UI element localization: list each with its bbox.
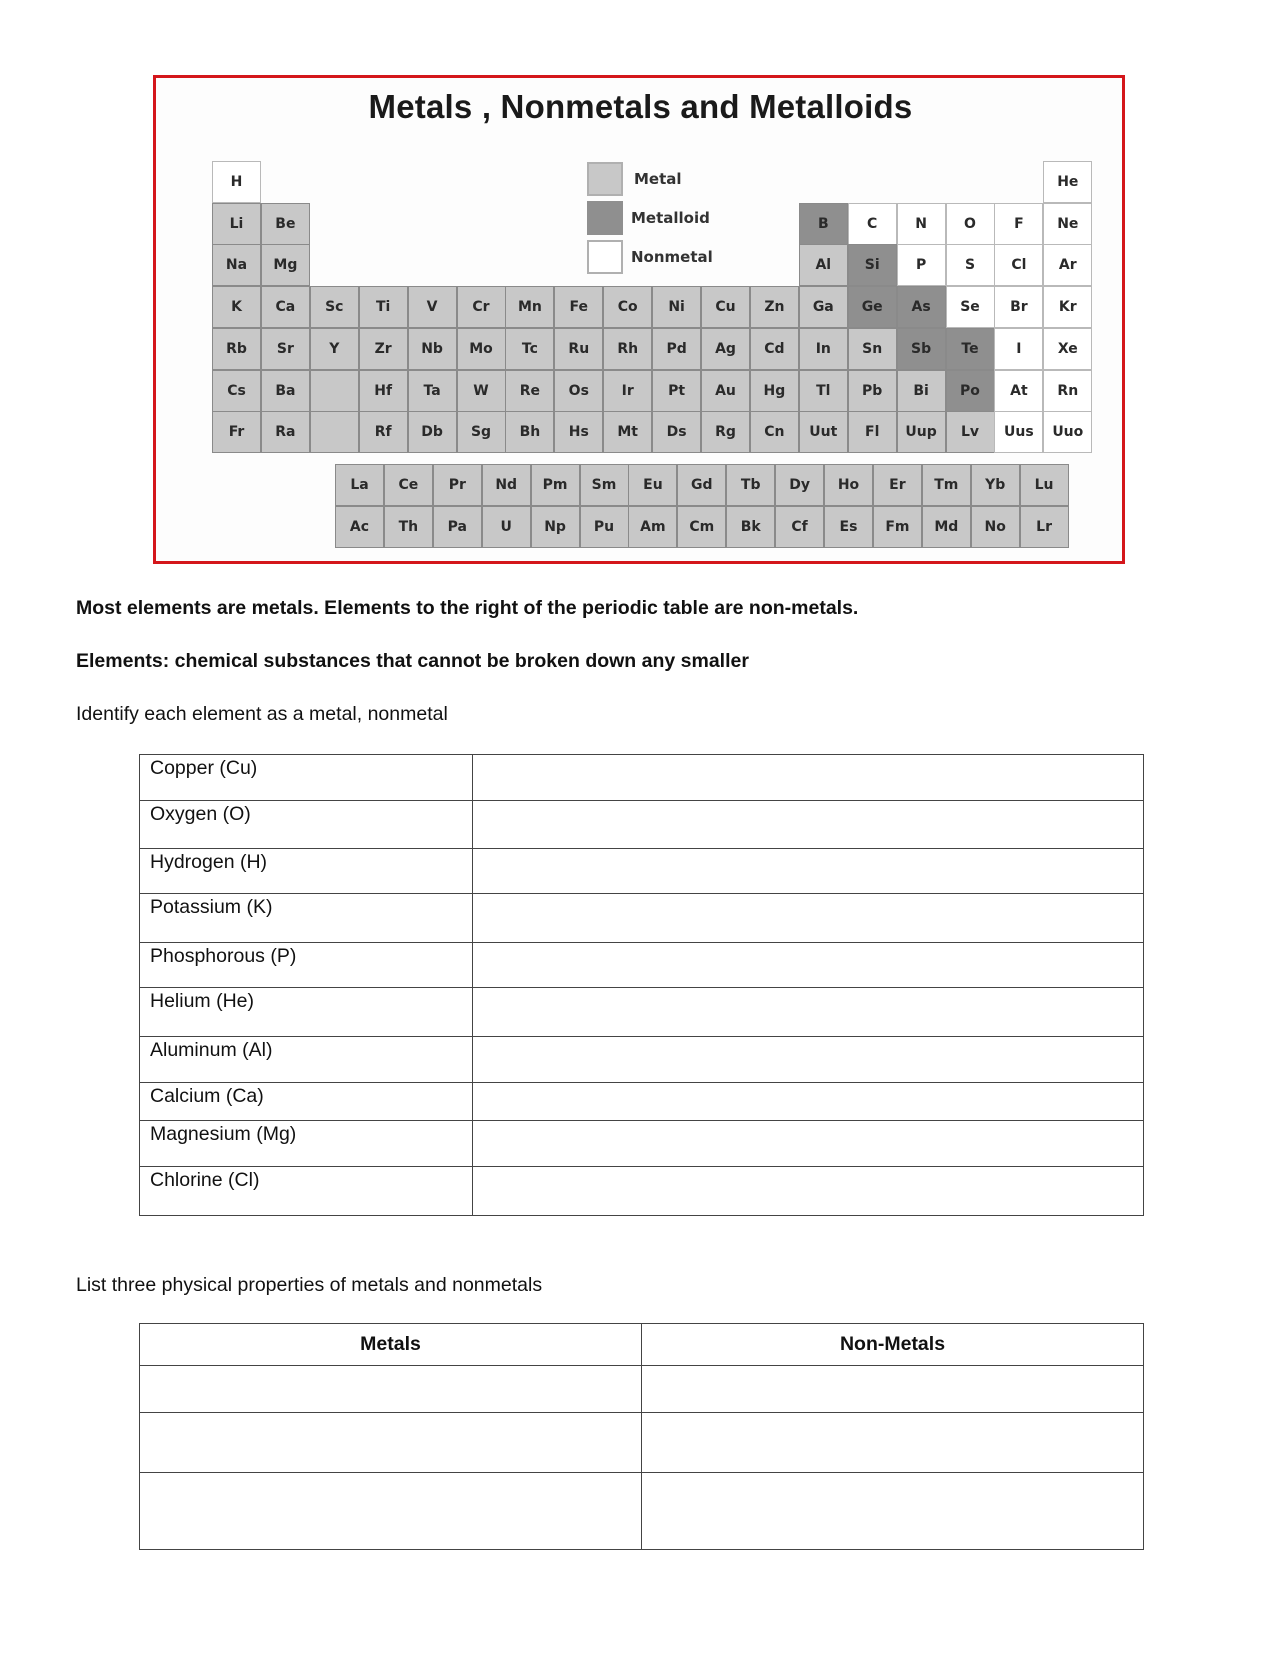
element-cm: Cm (677, 506, 726, 548)
element-k: K (212, 286, 261, 328)
element-ag: Ag (701, 328, 750, 370)
classification-answer-cell[interactable] (473, 801, 1144, 849)
element-uuo: Uuo (1043, 411, 1092, 453)
element-lr: Lr (1020, 506, 1069, 548)
classification-answer-cell[interactable] (473, 1167, 1144, 1216)
element-no: No (971, 506, 1020, 548)
periodic-table-title: Metals , Nonmetals and Metalloids (368, 88, 913, 125)
legend-swatch-metalloid (587, 201, 623, 235)
properties-table (139, 1323, 1144, 1550)
legend-label-nonmetal: Nonmetal (631, 248, 713, 266)
element-si: Si (848, 244, 897, 286)
element-name-cell: Chlorine (Cl) (140, 1167, 473, 1216)
element-lu: Lu (1020, 464, 1069, 506)
element-sm: Sm (580, 464, 629, 506)
element-la: La (335, 464, 384, 506)
element-mn: Mn (505, 286, 554, 328)
element-mt: Mt (603, 411, 652, 453)
element-nd: Nd (482, 464, 531, 506)
element-c: C (848, 203, 897, 245)
classification-answer-cell[interactable] (473, 894, 1144, 943)
metals-property-3[interactable] (140, 1473, 642, 1550)
element-gd: Gd (677, 464, 726, 506)
element-tb: Tb (726, 464, 775, 506)
element-bk: Bk (726, 506, 775, 548)
table-row (140, 1083, 1144, 1121)
element-w: W (457, 370, 506, 412)
element-te: Te (946, 328, 995, 370)
metals-property-2[interactable] (140, 1413, 642, 1473)
element-pt: Pt (652, 370, 701, 412)
element-pd: Pd (652, 328, 701, 370)
table-row (140, 1167, 1144, 1216)
element-pb: Pb (848, 370, 897, 412)
properties-header-row (140, 1324, 1144, 1366)
classification-answer-cell[interactable] (473, 988, 1144, 1037)
table-row (140, 1473, 1144, 1550)
element-name-cell: Potassium (K) (140, 894, 473, 943)
element-as: As (897, 286, 946, 328)
element-o: O (946, 203, 995, 245)
nonmetals-property-2[interactable] (642, 1413, 1144, 1473)
element-tm: Tm (922, 464, 971, 506)
element-rf: Rf (359, 411, 408, 453)
element-nb: Nb (408, 328, 457, 370)
element-y: Y (310, 328, 359, 370)
intro-statement: Most elements are metals. Elements to the right of the periodic table are non-metals. (76, 597, 859, 619)
nonmetals-property-1[interactable] (642, 1366, 1144, 1413)
element-u: U (482, 506, 531, 548)
element-cu: Cu (701, 286, 750, 328)
element-v: V (408, 286, 457, 328)
element-ce: Ce (384, 464, 433, 506)
element-sc: Sc (310, 286, 359, 328)
element-ru: Ru (554, 328, 603, 370)
header-metals: Metals (140, 1324, 642, 1366)
element-name-cell: Hydrogen (H) (140, 849, 473, 894)
element-rn: Rn (1043, 370, 1092, 412)
element-ac: Ac (335, 506, 384, 548)
legend-label-metalloid: Metalloid (631, 209, 710, 227)
element-h: H (212, 161, 261, 203)
metals-property-1[interactable] (140, 1366, 642, 1413)
element-sg: Sg (457, 411, 506, 453)
identify-instruction: Identify each element as a metal, nonmetal (76, 703, 448, 725)
element-rh: Rh (603, 328, 652, 370)
element-hs: Hs (554, 411, 603, 453)
element-db: Db (408, 411, 457, 453)
classification-answer-cell[interactable] (473, 1121, 1144, 1167)
element-fm: Fm (873, 506, 922, 548)
table-row (140, 894, 1144, 943)
element-ba: Ba (261, 370, 310, 412)
element-sr: Sr (261, 328, 310, 370)
element-n: N (897, 203, 946, 245)
legend-label-metal: Metal (634, 170, 682, 188)
element-pm: Pm (531, 464, 580, 506)
element-name-cell: Copper (Cu) (140, 755, 473, 801)
element-bh: Bh (505, 411, 554, 453)
element-re: Re (505, 370, 554, 412)
element-cn: Cn (750, 411, 799, 453)
element-xe: Xe (1043, 328, 1092, 370)
elements-definition: Elements: chemical substances that cannot be broken down any smaller (76, 650, 749, 672)
table-row (140, 1121, 1144, 1167)
element-yb: Yb (971, 464, 1020, 506)
element-ti: Ti (359, 286, 408, 328)
element-sn: Sn (848, 328, 897, 370)
element-rg: Rg (701, 411, 750, 453)
element-al: Al (799, 244, 848, 286)
element-zr: Zr (359, 328, 408, 370)
element-co: Co (603, 286, 652, 328)
properties-instruction: List three physical properties of metals and nonmetals (76, 1274, 543, 1296)
element-br: Br (994, 286, 1043, 328)
element-placeholder (310, 370, 359, 412)
element-cl: Cl (994, 244, 1043, 286)
table-row (140, 801, 1144, 849)
table-row (140, 849, 1144, 894)
element-fl: Fl (848, 411, 897, 453)
element-zn: Zn (750, 286, 799, 328)
element-name-cell: Aluminum (Al) (140, 1037, 473, 1083)
element-f: F (994, 203, 1043, 245)
element-p: P (897, 244, 946, 286)
element-eu: Eu (628, 464, 677, 506)
table-row (140, 1037, 1144, 1083)
classification-answer-cell[interactable] (473, 755, 1144, 801)
element-ne: Ne (1043, 203, 1092, 245)
classification-answer-cell[interactable] (473, 1037, 1144, 1083)
element-os: Os (554, 370, 603, 412)
classification-answer-cell[interactable] (473, 1083, 1144, 1121)
identify-table (139, 754, 1144, 1216)
element-uup: Uup (897, 411, 946, 453)
element-i: I (994, 328, 1043, 370)
element-tc: Tc (505, 328, 554, 370)
element-ca: Ca (261, 286, 310, 328)
element-ar: Ar (1043, 244, 1092, 286)
element-lv: Lv (946, 411, 995, 453)
element-b: B (799, 203, 848, 245)
element-uus: Uus (994, 411, 1043, 453)
element-cd: Cd (750, 328, 799, 370)
element-ir: Ir (603, 370, 652, 412)
classification-answer-cell[interactable] (473, 943, 1144, 988)
element-mo: Mo (457, 328, 506, 370)
element-ra: Ra (261, 411, 310, 453)
element-tl: Tl (799, 370, 848, 412)
element-fe: Fe (554, 286, 603, 328)
element-cr: Cr (457, 286, 506, 328)
element-dy: Dy (775, 464, 824, 506)
element-placeholder (310, 411, 359, 453)
element-es: Es (824, 506, 873, 548)
legend-swatch-metal (587, 162, 623, 196)
table-row (140, 1366, 1144, 1413)
table-row (140, 1413, 1144, 1473)
table-row (140, 988, 1144, 1037)
element-at: At (994, 370, 1043, 412)
element-be: Be (261, 203, 310, 245)
element-bi: Bi (897, 370, 946, 412)
element-kr: Kr (1043, 286, 1092, 328)
element-name-cell: Magnesium (Mg) (140, 1121, 473, 1167)
element-th: Th (384, 506, 433, 548)
table-row (140, 943, 1144, 988)
element-uut: Uut (799, 411, 848, 453)
element-name-cell: Helium (He) (140, 988, 473, 1037)
element-ta: Ta (408, 370, 457, 412)
element-se: Se (946, 286, 995, 328)
element-ge: Ge (848, 286, 897, 328)
element-pa: Pa (433, 506, 482, 548)
element-name-cell: Calcium (Ca) (140, 1083, 473, 1121)
element-na: Na (212, 244, 261, 286)
table-row (140, 755, 1144, 801)
element-sb: Sb (897, 328, 946, 370)
element-s: S (946, 244, 995, 286)
element-he: He (1043, 161, 1092, 203)
element-au: Au (701, 370, 750, 412)
element-name-cell: Phosphorous (P) (140, 943, 473, 988)
element-cs: Cs (212, 370, 261, 412)
element-er: Er (873, 464, 922, 506)
nonmetals-property-3[interactable] (642, 1473, 1144, 1550)
element-hf: Hf (359, 370, 408, 412)
element-li: Li (212, 203, 261, 245)
element-rb: Rb (212, 328, 261, 370)
element-cf: Cf (775, 506, 824, 548)
legend-swatch-nonmetal (587, 240, 623, 274)
element-ga: Ga (799, 286, 848, 328)
element-mg: Mg (261, 244, 310, 286)
element-in: In (799, 328, 848, 370)
element-md: Md (922, 506, 971, 548)
element-pr: Pr (433, 464, 482, 506)
element-po: Po (946, 370, 995, 412)
element-name-cell: Oxygen (O) (140, 801, 473, 849)
element-ds: Ds (652, 411, 701, 453)
classification-answer-cell[interactable] (473, 849, 1144, 894)
header-nonmetals: Non-Metals (642, 1324, 1144, 1366)
element-hg: Hg (750, 370, 799, 412)
element-ho: Ho (824, 464, 873, 506)
element-fr: Fr (212, 411, 261, 453)
element-np: Np (531, 506, 580, 548)
element-pu: Pu (580, 506, 629, 548)
element-am: Am (628, 506, 677, 548)
element-ni: Ni (652, 286, 701, 328)
